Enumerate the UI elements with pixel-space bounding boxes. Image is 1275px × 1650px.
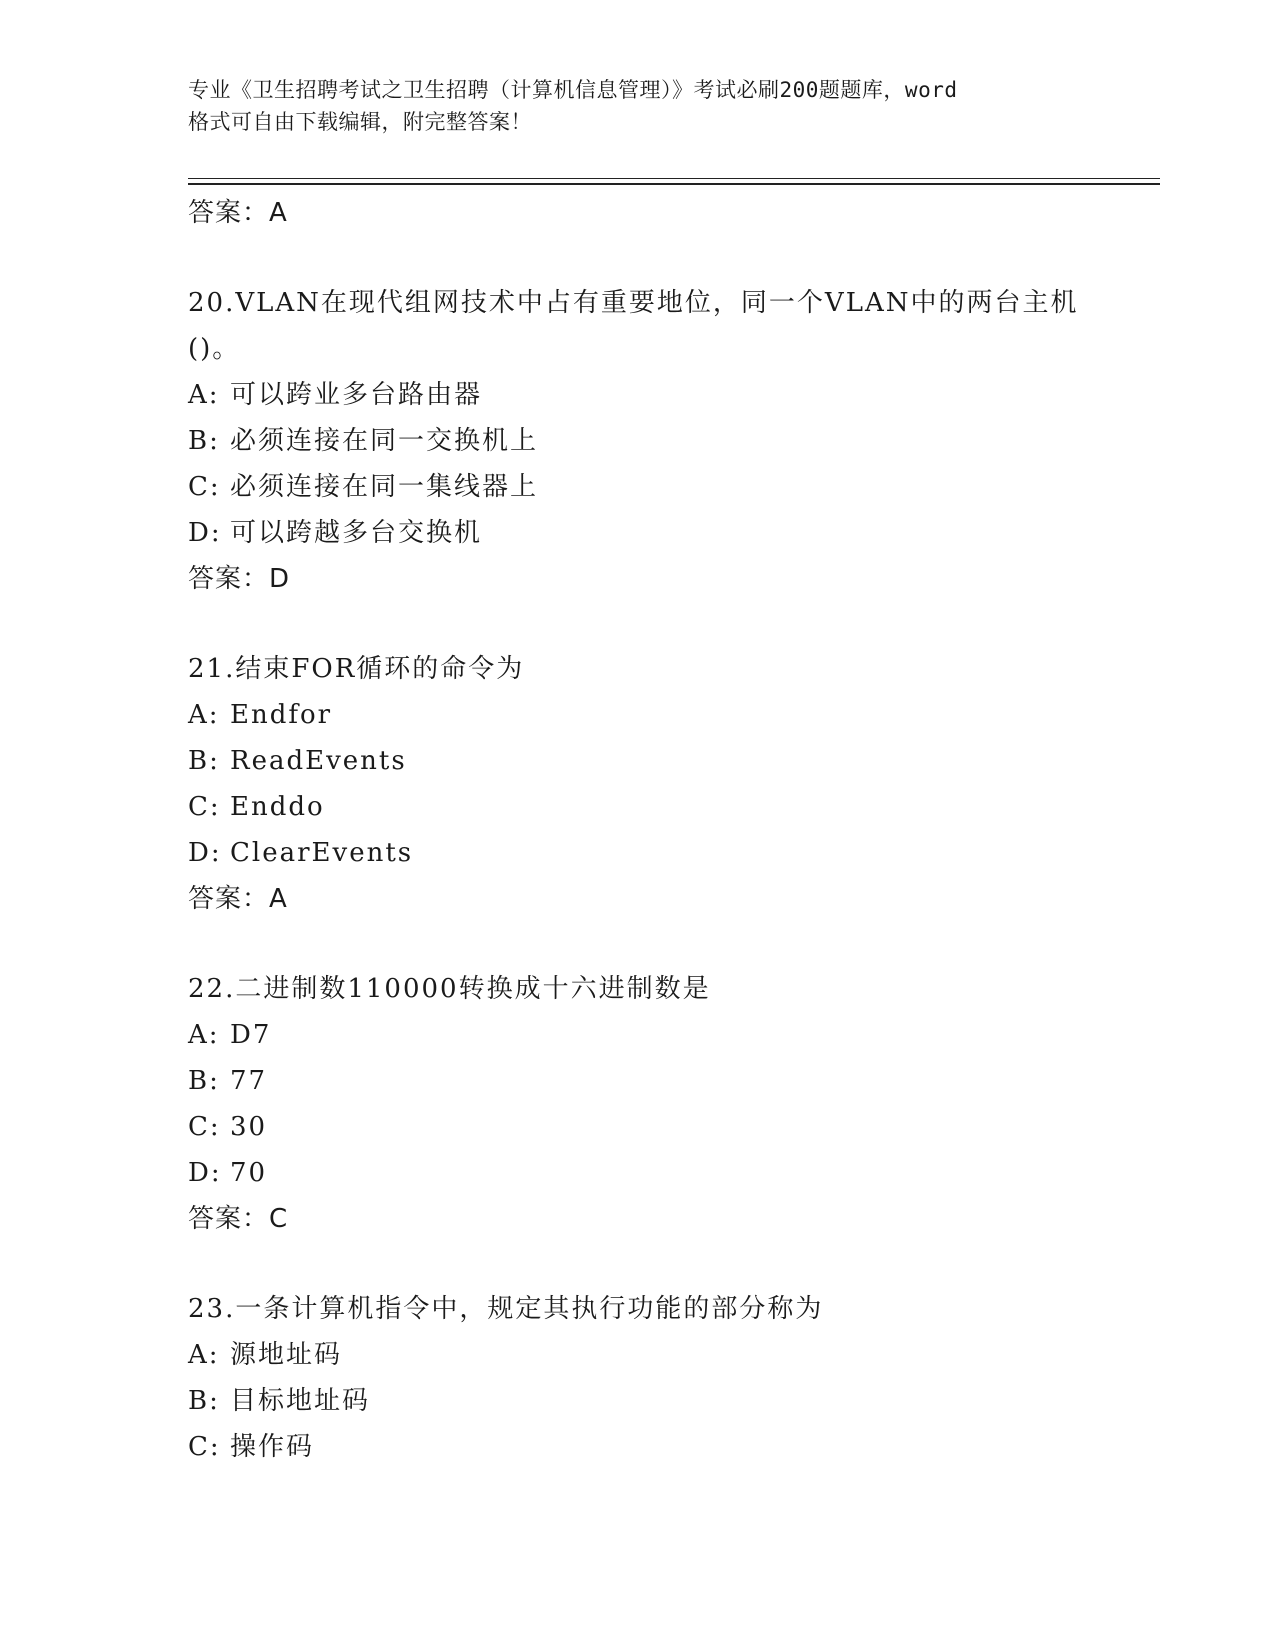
header-divider-thick <box>188 183 1160 185</box>
option-label: A: <box>188 1020 220 1050</box>
option-d <box>188 1150 1088 1196</box>
option-label: B: <box>188 746 220 776</box>
question-23 <box>188 1286 1088 1470</box>
option-a <box>188 372 1088 418</box>
option-b <box>188 1058 1088 1104</box>
option-c <box>188 784 1088 830</box>
option-a <box>188 692 1088 738</box>
option-label: D: <box>188 1158 222 1188</box>
option-a <box>188 1012 1088 1058</box>
option-text: D7 <box>230 1020 272 1050</box>
option-label: B: <box>188 426 220 456</box>
option-text: 必须连接在同一交换机上 <box>230 426 539 456</box>
option-text: 目标地址码 <box>230 1386 371 1416</box>
option-a <box>188 1332 1088 1378</box>
document-body <box>188 190 1088 1470</box>
option-text: ClearEvents <box>230 838 414 868</box>
option-text: 操作码 <box>230 1432 315 1462</box>
option-c <box>188 1424 1088 1470</box>
question-21 <box>188 646 1088 922</box>
option-text: 30 <box>230 1112 268 1142</box>
option-text: 源地址码 <box>230 1340 343 1370</box>
option-label: D: <box>188 838 222 868</box>
option-label: A: <box>188 700 220 730</box>
option-label: A: <box>188 1340 220 1370</box>
option-text: 必须连接在同一集线器上 <box>230 472 539 502</box>
option-text: 77 <box>230 1066 268 1096</box>
question-stem: 21.结束FOR循环的命令为 <box>188 654 525 684</box>
option-c <box>188 464 1088 510</box>
option-b <box>188 1378 1088 1424</box>
option-b <box>188 418 1088 464</box>
option-label: C: <box>188 1432 221 1462</box>
option-c <box>188 1104 1088 1150</box>
header-line-2: 格式可自由下载编辑，附完整答案！ <box>188 110 532 134</box>
option-label: B: <box>188 1066 220 1096</box>
answer-line: 答案：D <box>188 564 291 594</box>
option-label: A: <box>188 380 220 410</box>
option-d <box>188 830 1088 876</box>
option-b <box>188 738 1088 784</box>
question-20 <box>188 280 1088 602</box>
option-text: 可以跨业多台路由器 <box>230 380 483 410</box>
answer-line: 答案：A <box>188 884 288 914</box>
option-text: 可以跨越多台交换机 <box>230 518 483 548</box>
header-divider-thin <box>188 178 1160 179</box>
option-text: 70 <box>230 1158 268 1188</box>
question-stem: 20.VLAN在现代组网技术中占有重要地位，同一个VLAN中的两台主机 <box>188 288 1079 318</box>
option-text: Endfor <box>230 700 333 730</box>
option-text: Enddo <box>230 792 325 822</box>
question-stem-continued: ()。 <box>188 334 241 364</box>
option-label: D: <box>188 518 222 548</box>
option-label: C: <box>188 1112 221 1142</box>
option-text: ReadEvents <box>230 746 407 776</box>
question-stem: 23.一条计算机指令中，规定其执行功能的部分称为 <box>188 1294 824 1324</box>
option-label: C: <box>188 792 221 822</box>
option-label: C: <box>188 472 221 502</box>
answer-line: 答案：C <box>188 1204 289 1234</box>
previous-answer: 答案：A <box>188 198 288 228</box>
question-stem: 22.二进制数110000转换成十六进制数是 <box>188 974 711 1004</box>
option-d <box>188 510 1088 556</box>
document-header <box>188 74 1088 138</box>
header-line-1: 专业《卫生招聘考试之卫生招聘（计算机信息管理）》考试必刷200题题库，word <box>188 78 958 102</box>
question-22 <box>188 966 1088 1242</box>
option-label: B: <box>188 1386 220 1416</box>
